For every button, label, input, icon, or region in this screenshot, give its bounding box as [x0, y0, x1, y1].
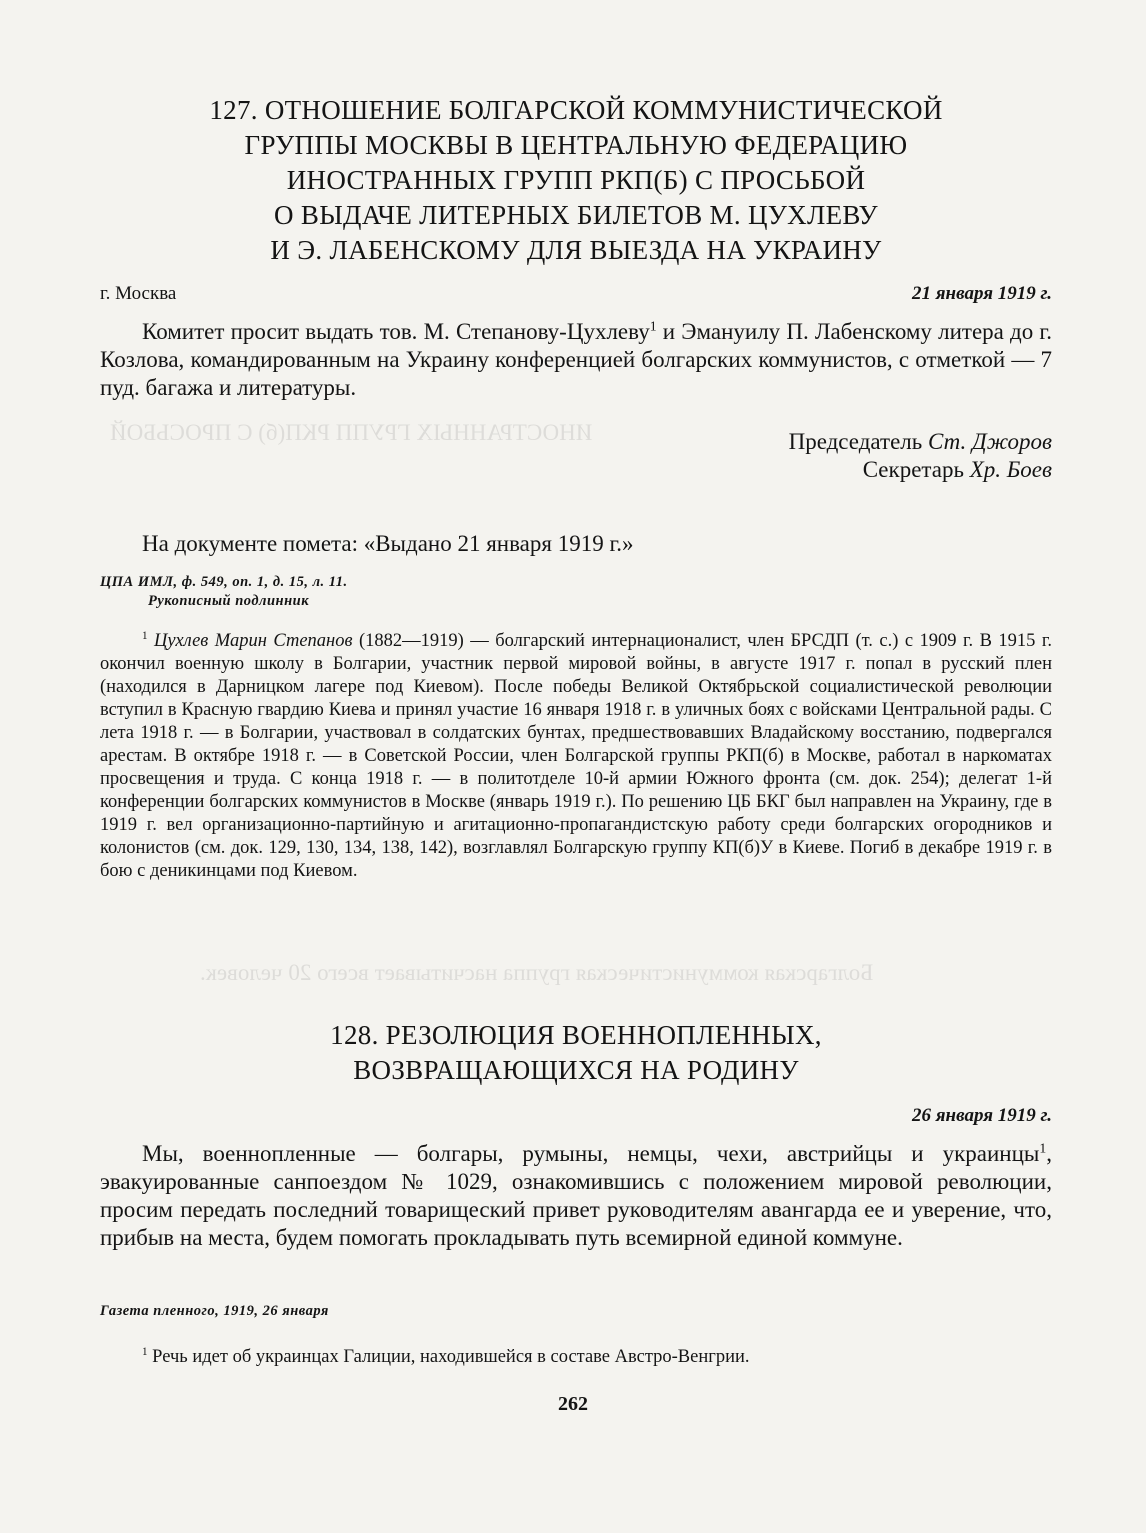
doc127-footnote-name: Цухлев Марин Степанов [154, 631, 353, 651]
doc127-source [100, 573, 348, 611]
doc128-body [100, 1140, 1052, 1252]
secretary-signature [789, 456, 1052, 484]
doc127-annotation-text: На документе помета: «Выдано 21 января 1919 г.» [142, 531, 634, 556]
doc128-footnote-text: Речь идет об украинцах Галиции, находившейся в составе Австро-Венгрии. [152, 1347, 750, 1367]
doc127-body [100, 318, 1052, 402]
doc128-source: Газета пленного, 1919, 26 января [100, 1303, 329, 1319]
doc128-title-line: 128. РЕЗОЛЮЦИЯ ВОЕННОПЛЕННЫХ, [330, 1020, 822, 1050]
doc128-footnote [100, 1346, 1052, 1369]
doc128-title-line: ВОЗВРАЩАЮЩИХСЯ НА РОДИНУ [353, 1055, 799, 1085]
doc127-place: г. Москва [100, 283, 177, 304]
doc127-date: 21 января 1919 г. [912, 283, 1052, 304]
doc128-body-part1: Мы, военнопленные — болгары, румыны, немцы, чехи, австрийцы и украинцы [142, 1141, 1040, 1166]
page-number: 262 [558, 1393, 588, 1415]
show-through-decoration: ИНОСТРАННЫХ ГРУПП РКП(б) С ПРОСЬБОЙ [110, 420, 593, 445]
doc127-footnote-number: 1 [142, 629, 148, 642]
doc127-source-archive: ЦПА ИМЛ, ф. 549, оп. 1, д. 15, л. 11. [100, 574, 348, 590]
doc127-signatures [789, 428, 1052, 484]
secretary-name: Хр. Боев [969, 457, 1052, 482]
doc127-body-part2: и Эмануилу П. Лабенскому литера до г. Козлова, командированным на Украину конференцией болгарских коммунистов, с отметкой — 7 пуд. багажа и литературы. [100, 319, 1053, 400]
doc128-date-row [100, 1105, 1052, 1127]
doc128-body-part2: , эвакуированные санпоездом № 1029, ознакомившись с положением мировой революции, просим передать последний товарищеский привет руководителям авангарда ее и уверение, что, прибыв на места, будем помогать прокладывать путь всемирной единой коммуне. [100, 1141, 1052, 1250]
doc127-title-line: ГРУППЫ МОСКВЫ В ЦЕНТРАЛЬНУЮ ФЕДЕРАЦИЮ [244, 130, 908, 160]
doc127-title-line: 127. ОТНОШЕНИЕ БОЛГАРСКОЙ КОММУНИСТИЧЕСКОЙ [209, 95, 943, 125]
doc127-title-line: И Э. ЛАБЕНСКОМУ ДЛЯ ВЫЕЗДА НА УКРАИНУ [270, 235, 882, 265]
doc127-place-date [100, 283, 1052, 305]
doc128-date: 26 января 1919 г. [912, 1105, 1052, 1126]
doc128-title [100, 1018, 1052, 1088]
doc127-footnote [100, 630, 1052, 883]
doc127-title [100, 93, 1052, 268]
doc127-title-line: О ВЫДАЧЕ ЛИТЕРНЫХ БИЛЕТОВ М. ЦУХЛЕВУ [274, 200, 878, 230]
chairman-signature [789, 428, 1052, 456]
chairman-name: Ст. Джоров [928, 429, 1052, 454]
doc128-footnote-mark: 1 [1039, 1140, 1047, 1156]
show-through-decoration: Болгарская коммунистическая группа насчитывает всего 20 человек. [200, 960, 874, 985]
doc127-source-type: Рукописный подлинник [148, 593, 310, 609]
doc127-title-line: ИНОСТРАННЫХ ГРУПП РКП(Б) С ПРОСЬБОЙ [286, 165, 866, 195]
doc127-footnote-text: (1882—1919) — болгарский интернационалист, член БРСДП (т. с.) с 1909 г. В 1915 г. окончил военную школу в Болгарии, участник первой мировой войны, в августе 1917 г. попал в русский плен (находился в Дарницком лагере под Киевом). После победы Великой Октябрьской социалистической революции вступил в Красную гвардию Киева и принял участие 16 января 1918 г. в уличных боях с войсками Центральной рады. С лета 1918 г. — в Болгарии, участвовал в солдатских бунтах, предшествовавших Владайскому восстанию, подвергался арестам. В октябре 1918 г. — в Советской России, член Болгарской группы РКП(б) в Москве, работал в наркоматах просвещения и труда. С конца 1918 г. — в политотделе 10-й армии Южного фронта (см. док. 254); делегат 1-й конференции болгарских коммунистов в Москве (январь 1919 г.). По решению ЦБ БКГ был направлен на Украину, где в 1919 г. вел организационно-партийную и агитационно-пропагандистскую работу среди болгарских огородников и колонистов (см. док. 129, 130, 134, 138, 142), возглавлял Болгарскую группу КП(б)У в Киеве. Погиб в декабре 1919 г. в бою с деникинцами под Киевом. [100, 631, 1053, 881]
doc127-annotation [100, 530, 1052, 558]
doc127-footnote-mark: 1 [649, 318, 657, 334]
secretary-role: Секретарь [862, 457, 964, 482]
doc127-body-part1: Комитет просит выдать тов. М. Степанову-Цухлеву [142, 319, 650, 344]
doc128-footnote-number: 1 [142, 1345, 148, 1358]
chairman-role: Председатель [788, 429, 923, 454]
